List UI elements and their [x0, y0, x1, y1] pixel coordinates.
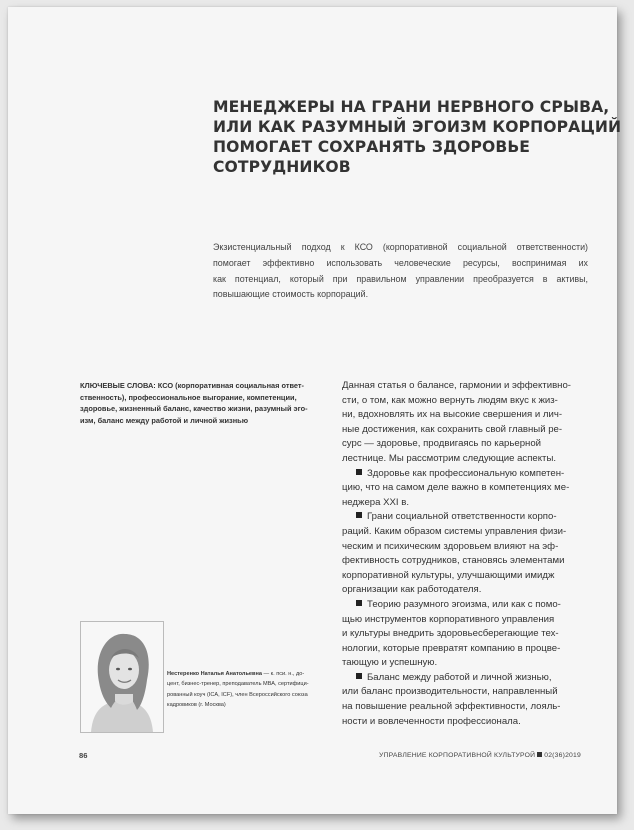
body-line: раций. Каким образом системы управления физи-: [342, 525, 567, 537]
body-line: ни, вдохновлять их на высокие свершения и лич-: [342, 409, 563, 421]
author-line: цент, бизнес-тренер, преподаватель МВА, сертифици-: [167, 681, 309, 688]
lead-line: Экзистенциальный подход к КСО (корпоративной социальной ответственности): [213, 242, 588, 252]
author-line: [167, 669, 347, 679]
author-degree: — к. пси. н., до-: [261, 671, 305, 677]
issue-number: 02(36)2019: [544, 752, 581, 759]
journal-name: УПРАВЛЕНИЕ КОРПОРАТИВНОЙ КУЛЬТУРОЙ: [379, 752, 536, 759]
body-line: цию, что на самом деле важно в компетенциях ме-: [342, 482, 570, 494]
body-line: сурс — здоровье, продвигаясь по карьерной: [342, 438, 542, 450]
square-bullet-icon: [356, 512, 362, 518]
square-separator-icon: [537, 752, 542, 757]
author-photo: [80, 621, 164, 733]
author-portrait-image: [81, 622, 163, 732]
body-line: щью инструментов корпоративного управления: [342, 613, 555, 625]
body-line: на повышение реальной эффективности, лояль-: [342, 701, 561, 713]
article-body: [342, 379, 588, 729]
body-line: Баланс между работой и личной жизнью,: [342, 671, 588, 686]
running-footer: [379, 752, 581, 759]
lead-line: повышающие стоимость корпораций.: [213, 289, 369, 300]
body-line: ческим и психическим здоровьем влияют на эф-: [342, 540, 559, 552]
keywords-line: КЛЮЧЕВЫЕ СЛОВА: КСО (корпоративная социальная ответ-: [80, 381, 305, 390]
body-line: Здоровье как профессиональную компетен-: [342, 467, 588, 482]
body-line: или баланс производительности, направленный: [342, 686, 558, 698]
body-line: фективность сотрудников, становясь элементами: [342, 555, 565, 567]
bullet-paragraph: [342, 671, 588, 729]
bullet-paragraph: [342, 467, 588, 511]
author-bio: [167, 669, 347, 711]
body-line: лестнице. Мы рассмотрим следующие аспекты.: [342, 452, 557, 464]
title-line: ПОМОГАЕТ СОХРАНЯТЬ ЗДОРОВЬЕ: [213, 138, 531, 156]
author-name: Нестеренко Наталья Анатольевна: [167, 671, 262, 677]
body-line: Теорию разумного эгоизма, или как с помо-: [342, 598, 588, 613]
body-line: Грани социальной ответственности корпо-: [342, 510, 588, 525]
body-line: нологии, которые превратят компанию в процве-: [342, 642, 561, 654]
body-line: неджера XXI в.: [342, 496, 410, 508]
title-line: ИЛИ КАК РАЗУМНЫЙ ЭГОИЗМ КОРПОРАЦИЙ: [213, 118, 622, 136]
square-bullet-icon: [356, 469, 362, 475]
body-line: ные достижения, как сохранить свой главный ре-: [342, 423, 563, 435]
keywords-line: изм, баланс между работой и личной жизнью: [80, 415, 249, 425]
body-line: корпоративной культуры, улучшающими имидж: [342, 569, 555, 581]
article-title: [213, 97, 622, 177]
author-line: кадровиков (г. Москва): [167, 702, 226, 709]
author-line: рованный коуч (ICA, ICF), член Всероссийского союза: [167, 691, 308, 698]
body-line: и культуры внедрить здоровьесберегающие тех-: [342, 628, 559, 640]
bullet-paragraph: [342, 598, 588, 671]
keywords-block: [80, 380, 330, 426]
keywords-line: здоровье, жизненный баланс, качество жизни, разумный эго-: [80, 404, 308, 414]
square-bullet-icon: [356, 600, 362, 606]
keywords-line: ственность), профессиональное выгорание, компетенции,: [80, 392, 297, 402]
lead-paragraph: [213, 240, 588, 303]
page-number: 86: [79, 751, 88, 760]
lead-line: как потенциал, который при правильном управлении преобразуется в активы,: [213, 273, 588, 284]
title-line: МЕНЕДЖЕРЫ НА ГРАНИ НЕРВНОГО СРЫВА,: [213, 98, 610, 116]
document-page: [8, 7, 622, 814]
body-line: ности и вовлеченности профессионала.: [342, 715, 521, 727]
body-line: Данная статья о балансе, гармонии и эффективно-: [342, 380, 571, 391]
square-bullet-icon: [356, 673, 362, 679]
body-line: организации как работодателя.: [342, 584, 482, 596]
title-line: СОТРУДНИКОВ: [213, 158, 351, 176]
bullet-paragraph: [342, 510, 588, 598]
body-line: сти, о том, как можно вернуть людям вкус к жиз-: [342, 394, 558, 406]
body-line: тающую и успешную.: [342, 657, 438, 669]
lead-line: помогает эффективно использовать человеческие ресурсы, воспринимая их: [213, 257, 588, 268]
intro-paragraph: [342, 379, 588, 467]
